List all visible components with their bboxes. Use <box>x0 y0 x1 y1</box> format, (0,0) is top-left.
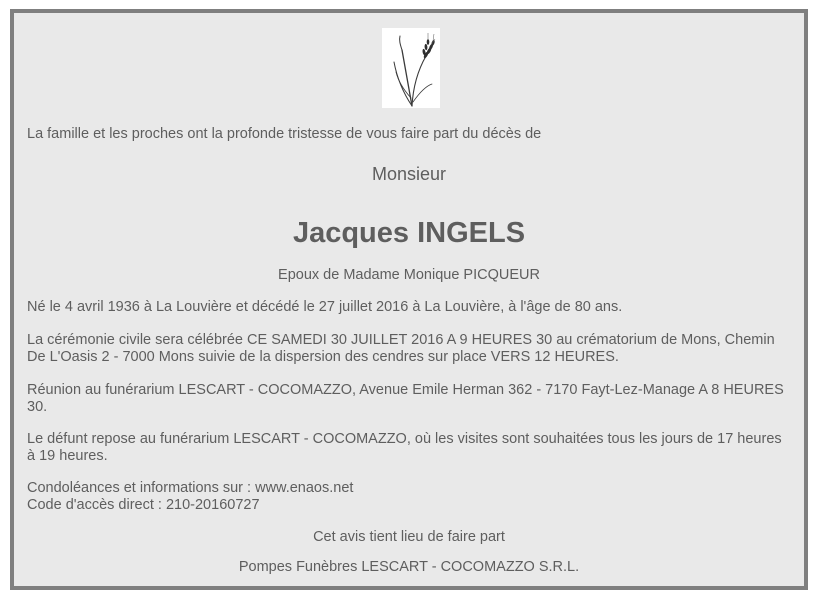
intro-text: La famille et les proches ont la profonde tristesse de vous faire part du décès de <box>27 126 542 142</box>
spouse-text: Epoux de Madame Monique PICQUEUR <box>278 267 540 283</box>
funeral-home: Pompes Funèbres LESCART - COCOMAZZO S.R.L. <box>238 559 580 575</box>
footer-note: Cet avis tient lieu de faire part <box>313 529 505 545</box>
ceremony-text: La cérémonie civile sera célébrée CE SAMEDI 30 JUILLET 2016 A 9 HEURES 30 au crématorium de Mons, Chemin De L'Oasis 2 - 7000 Mons suivie de la dispersion des cendres sur place VERS 12 HEURES. <box>27 332 775 365</box>
salutation: Monsieur <box>371 164 447 184</box>
birth-death-text: Né le 4 avril 1936 à La Louvière et décédé le 27 juillet 2016 à La Louvière, à l'âge de 80 ans. <box>27 299 623 315</box>
access-code-text: Code d'accès direct : 210-20160727 <box>27 497 260 513</box>
condolences-text: Condoléances et informations sur : www.enaos.net <box>27 480 354 496</box>
wheat-stalk-icon <box>382 28 440 108</box>
reunion-text: Réunion au funérarium LESCART - COCOMAZZO, Avenue Emile Herman 362 - 7170 Fayt-Lez-Manage A 8 HEURES 30. <box>27 382 784 415</box>
deceased-name: Jacques INGELS <box>292 217 526 249</box>
obituary-notice <box>10 9 808 590</box>
visits-text: Le défunt repose au funérarium LESCART - COCOMAZZO, où les visites sont souhaitées tous les jours de 17 heures à 19 heures. <box>27 431 782 464</box>
